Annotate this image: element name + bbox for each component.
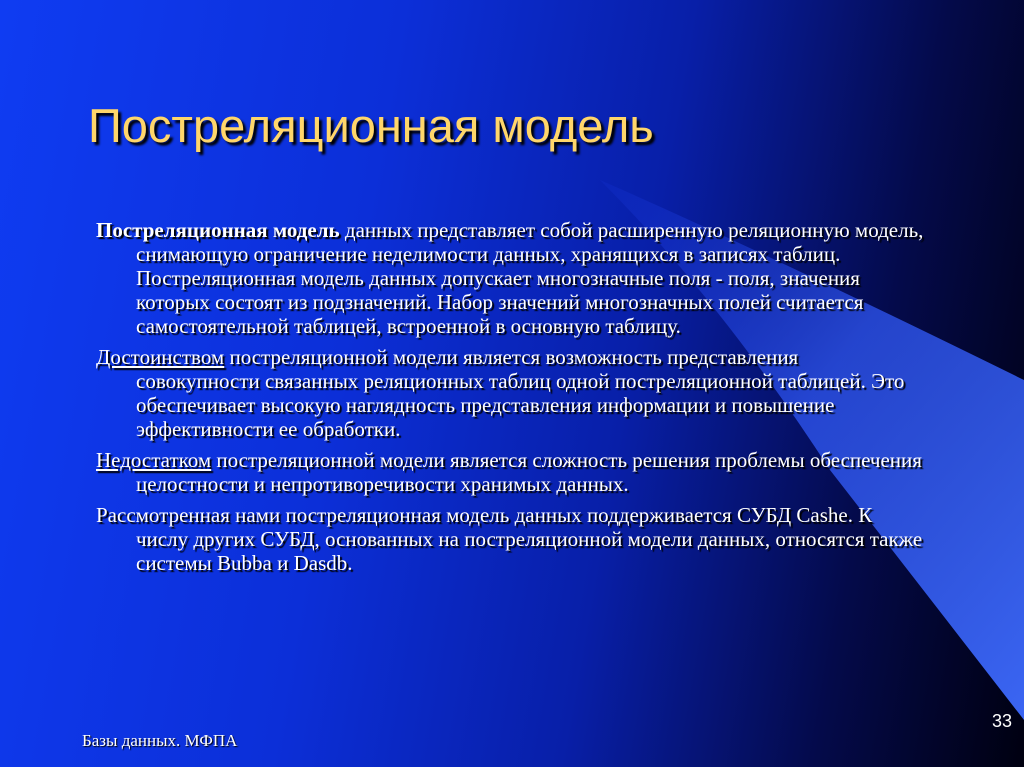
slide-page-number: 33 — [991, 711, 1012, 731]
paragraph-disadvantage — [96, 448, 926, 496]
paragraph-lead-term: Постреляционная модель — [96, 218, 340, 242]
paragraph-dbms-support — [96, 503, 926, 575]
paragraph-text: Рассмотренная нами постреляционная модель данных поддерживается СУБД Cashe. К числу других СУБД, основанных на постреляционной модели данных, относятся также системы Bubba и Dasdb. — [96, 503, 923, 575]
paragraph-advantage — [96, 345, 926, 441]
paragraph-text: постреляционной модели является возможность представления совокупности связанных реляционных таблиц одной постреляционной таблицей. Это обеспечивает высокую наглядность представления информации и повышение эффективности ее обработки. — [136, 345, 905, 441]
slide-body — [96, 218, 926, 582]
paragraph-lead-term: Недостатком — [96, 448, 212, 472]
slide-title: Постреляционная модель — [88, 99, 654, 152]
paragraph-lead-term: Достоинством — [96, 345, 225, 369]
slide-footer: Базы данных. МФПА — [82, 731, 238, 750]
paragraph-text: данных представляет собой расширенную реляционную модель, снимающую ограничение неделимости данных, хранящихся в записях таблиц. Постреляционная модель данных допускает многозначные поля - поля, значения которых состоят из подзначений. Набор значений многозначных полей считается самостоятельной таблицей, встроенной в основную таблицу. — [136, 218, 924, 338]
paragraph-text: постреляционной модели является сложность решения проблемы обеспечения целостности и непротиворечивости хранимых данных. — [136, 448, 922, 496]
paragraph-definition — [96, 218, 926, 338]
